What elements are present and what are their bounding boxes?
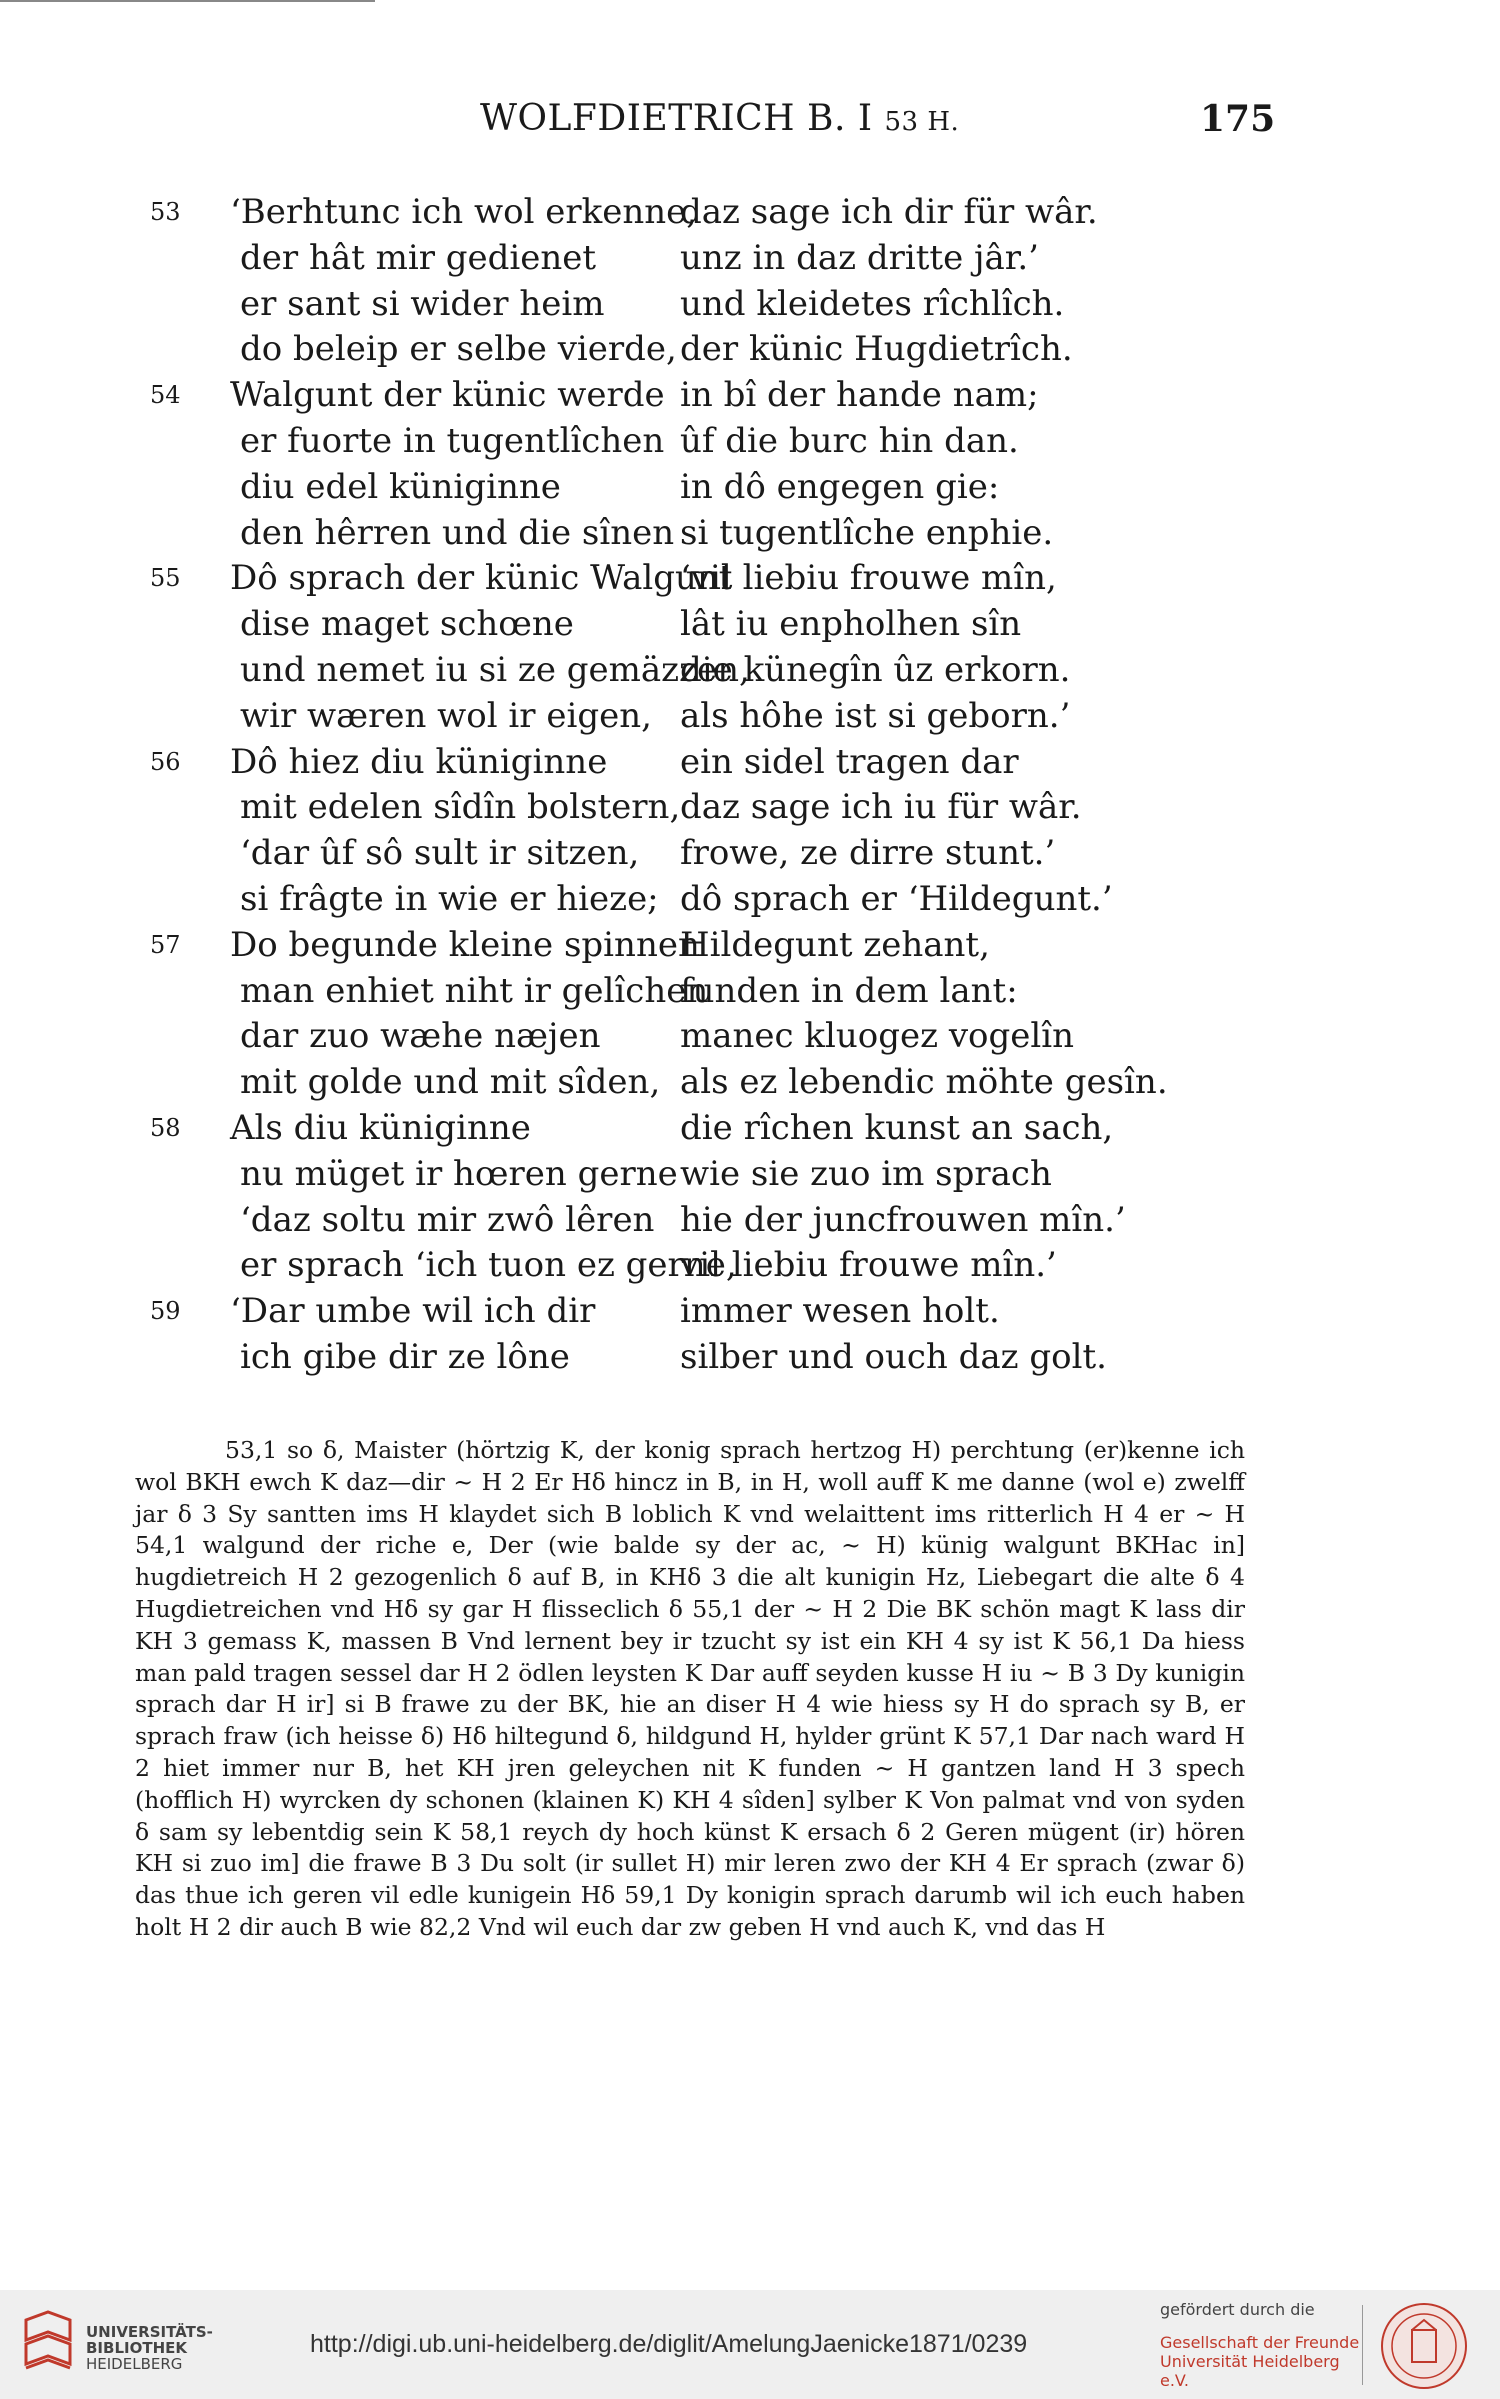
stanza-number: 56 bbox=[150, 747, 181, 776]
stanza-number: 53 bbox=[150, 198, 181, 226]
verse-second-half: daz sage ich iu für wâr. bbox=[680, 787, 1082, 828]
verse-first-half: ich gibe dir ze lône bbox=[240, 1336, 570, 1377]
verse-first-half: ‘Berhtunc ich wol erkenne, bbox=[230, 192, 698, 232]
university-seal-icon bbox=[1380, 2302, 1468, 2390]
verse-line bbox=[0, 1014, 1500, 1060]
verse-second-half: die rîchen kunst an sach, bbox=[680, 1107, 1114, 1148]
verse-line bbox=[0, 923, 1500, 969]
verse-second-half: in dô engegen gie: bbox=[680, 466, 1000, 507]
verse-second-half: si tugentlîche enphie. bbox=[680, 512, 1054, 553]
verse-line bbox=[0, 1198, 1500, 1244]
verse-first-half: wir wæren wol ir eigen, bbox=[240, 695, 652, 736]
verse-first-half: ‘daz soltu mir zwô lêren bbox=[240, 1199, 655, 1240]
footer-divider bbox=[1362, 2305, 1363, 2385]
verse-second-half: hie der juncfrouwen mîn.’ bbox=[680, 1199, 1126, 1240]
verse-second-half: als hôhe ist si geborn.’ bbox=[680, 695, 1071, 736]
verse-first-half: Do begunde kleine spinnen bbox=[230, 924, 700, 965]
running-header bbox=[0, 98, 1500, 148]
verse-line bbox=[0, 1152, 1500, 1198]
verse-line bbox=[0, 740, 1500, 786]
source-url-link[interactable]: http://digi.ub.uni-heidelberg.de/diglit/AmelungJaenicke1871/0239 bbox=[310, 2330, 1028, 2358]
verse-line bbox=[0, 236, 1500, 282]
verse-line bbox=[0, 556, 1500, 602]
verse-first-half: Walgunt der künic werde bbox=[230, 375, 665, 416]
verse-first-half: ‘dar ûf sô sult ir sitzen, bbox=[240, 833, 640, 874]
verse-line bbox=[0, 1335, 1500, 1381]
sponsor-org-line2: Universität Heidelberg e.V. bbox=[1160, 2352, 1340, 2390]
verse-first-half: Dô sprach der künic Walgunt bbox=[230, 558, 733, 599]
verse-first-half: er fuorte in tugentlîchen bbox=[240, 420, 665, 461]
verse-line bbox=[0, 694, 1500, 740]
page-number: 175 bbox=[1200, 98, 1276, 140]
title-main: WOLFDIETRICH B. I bbox=[480, 98, 873, 139]
verse-second-half: dô sprach er ‘Hildegunt.’ bbox=[680, 878, 1113, 919]
verse-line bbox=[0, 419, 1500, 465]
verse-line bbox=[0, 1060, 1500, 1106]
verse-second-half: Hildegunt zehant, bbox=[680, 924, 990, 965]
verse-second-half: als ez lebendic möhte gesîn. bbox=[680, 1062, 1168, 1103]
verse-second-half: manec kluogez vogelîn bbox=[680, 1016, 1075, 1057]
verse-second-half: frowe, ze dirre stunt.’ bbox=[680, 833, 1056, 874]
apparatus-text: 53,1 so δ, Maister (hörtzig K, der konig sprach hertzog H) perchtung (er)kenne ich wol BKH ewch K daz—dir ~ H 2 Er Hδ hincz in B, in H, woll auff K me danne (wol e) zwelff jar δ 3 Sy santten ims H klaydet sich B loblich K vnd welaittent ims ritterlich H 4 er ~ H 54,1 walgund der riche e, Der (wie balde sy der ac, ~ H) künig walgunt BKHac in] hugdietreich H 2 gezogenlich δ auf B, in KHδ 3 die alt kunigin Hz, Liebegart die alte δ 4 Hugdietreichen vnd Hδ sy gar H flisseclich δ 55,1 der ~ H 2 Die BK schön magt K lass dir KH 3 gemass K, massen B Vnd lernent bey ir tzucht sy ist ein KH 4 sy ist K 56,1 Da hiess man pald tragen sessel dar H 2 ödlen leysten K Dar auff seyden kusse H iu ~ B 3 Dy kunigin sprach dar H ir] si B frawe zu der BK, hie an diser H 4 wie hiess sy H do sprach sy B, er sprach fraw (ich heisse δ) Hδ hiltegund δ, hildgund H, hylder grünt K 57,1 Dar nach ward H 2 hiet immer nur B, het KH jren geleychen nit K funden ~ H gantzen land H 3 spech (hofflich H) wyrcken dy schonen (klainen K) KH 4 sîden] sylber K Von palmat vnd von syden δ sam sy lebentdig sein K 58,1 reych dy hoch künst K ersach δ 2 Geren mügent (ir) hören KH si zuo im] die frawe B 3 Du solt (ir sullet H) mir leren zwo der KH 4 Er sprach (zwar δ) das thue ich geren vil edle kunigein Hδ 59,1 Dy konigin sprach darumb wil ich euch haben holt H 2 dir auch B wie 82,2 Vnd wil euch dar zw geben H vnd auch K, vnd das H bbox=[135, 1436, 1245, 1941]
stanza-number: 55 bbox=[150, 564, 181, 593]
stanza-number: 57 bbox=[150, 930, 181, 959]
verse-first-half: dise maget schœne bbox=[240, 604, 574, 645]
verse-first-half: mit golde und mit sîden, bbox=[240, 1062, 661, 1103]
verse-second-half: unz in daz dritte jâr.’ bbox=[680, 237, 1039, 278]
verse-line bbox=[0, 877, 1500, 923]
verse-first-half: Dô hiez diu küniginne bbox=[230, 741, 608, 782]
verse-line bbox=[0, 465, 1500, 511]
library-logo-icon bbox=[18, 2310, 78, 2382]
verse-line bbox=[0, 602, 1500, 648]
verse-second-half: die künegîn ûz erkorn. bbox=[680, 649, 1071, 690]
stanza-number: 59 bbox=[150, 1297, 181, 1326]
library-name: UNIVERSITÄTS- BIBLIOTHEK HEIDELBERG bbox=[86, 2323, 213, 2373]
verse-second-half: und kleidetes rîchlîch. bbox=[680, 283, 1065, 324]
critical-apparatus bbox=[135, 1435, 1245, 1944]
verse-second-half: in bî der hande nam; bbox=[680, 375, 1039, 416]
verse-second-half: immer wesen holt. bbox=[680, 1291, 1000, 1332]
verse-line bbox=[0, 511, 1500, 557]
verse-first-half: er sant si wider heim bbox=[240, 283, 605, 324]
verse-first-half: Als diu küniginne bbox=[230, 1107, 531, 1148]
verse-line bbox=[0, 373, 1500, 419]
verse-first-half: er sprach ‘ich tuon ez gerne, bbox=[240, 1245, 737, 1286]
verse-first-half: mit edelen sîdîn bolstern, bbox=[240, 787, 681, 828]
verse-first-half: do beleip er selbe vierde, bbox=[240, 329, 677, 370]
verse-second-half: ein sidel tragen dar bbox=[680, 741, 1019, 782]
verse-line bbox=[0, 282, 1500, 328]
verse-first-half: si frâgte in wie er hieze; bbox=[240, 878, 659, 919]
verse-first-half: und nemet iu si ze gemäzzen, bbox=[240, 649, 750, 690]
verse-text bbox=[0, 190, 1500, 1381]
verse-second-half: silber und ouch daz golt. bbox=[680, 1336, 1107, 1377]
verse-first-half: dar zuo wæhe næjen bbox=[240, 1016, 601, 1057]
running-title bbox=[480, 98, 959, 139]
verse-first-half: diu edel küniginne bbox=[240, 466, 561, 507]
title-small: 53 H. bbox=[884, 107, 960, 137]
verse-line bbox=[0, 1289, 1500, 1335]
verse-second-half: daz sage ich dir für wâr. bbox=[680, 192, 1098, 232]
verse-first-half: den hêrren und die sînen bbox=[240, 512, 675, 553]
verse-line bbox=[0, 1243, 1500, 1289]
verse-line bbox=[0, 327, 1500, 373]
verse-line bbox=[0, 1106, 1500, 1152]
sponsor-block bbox=[1160, 2300, 1360, 2390]
verse-first-half: man enhiet niht ir gelîchen bbox=[240, 970, 709, 1011]
verse-second-half: der künic Hugdietrîch. bbox=[680, 329, 1073, 370]
sponsor-org-line1: Gesellschaft der Freunde bbox=[1160, 2333, 1360, 2352]
stanza-number: 54 bbox=[150, 381, 181, 410]
verse-second-half: lât iu enpholhen sîn bbox=[680, 604, 1022, 645]
verse-second-half: funden in dem lant: bbox=[680, 970, 1018, 1011]
verse-line bbox=[0, 190, 1500, 236]
verse-second-half: wie sie zuo im sprach bbox=[680, 1153, 1052, 1194]
verse-first-half: nu müget ir hœren gerne bbox=[240, 1153, 678, 1194]
verse-second-half: ‘vil liebiu frouwe mîn, bbox=[680, 558, 1057, 599]
footer-bar bbox=[0, 2290, 1500, 2399]
verse-first-half: ‘Dar umbe wil ich dir bbox=[230, 1291, 596, 1332]
stanza-number: 58 bbox=[150, 1113, 181, 1142]
verse-line bbox=[0, 969, 1500, 1015]
sponsor-by: gefördert durch die bbox=[1160, 2300, 1315, 2319]
verse-second-half: ûf die burc hin dan. bbox=[680, 420, 1019, 461]
verse-second-half: vil liebiu frouwe mîn.’ bbox=[680, 1245, 1057, 1286]
verse-line bbox=[0, 785, 1500, 831]
verse-first-half: der hât mir gedienet bbox=[240, 237, 597, 278]
verse-line bbox=[0, 831, 1500, 877]
verse-line bbox=[0, 648, 1500, 694]
